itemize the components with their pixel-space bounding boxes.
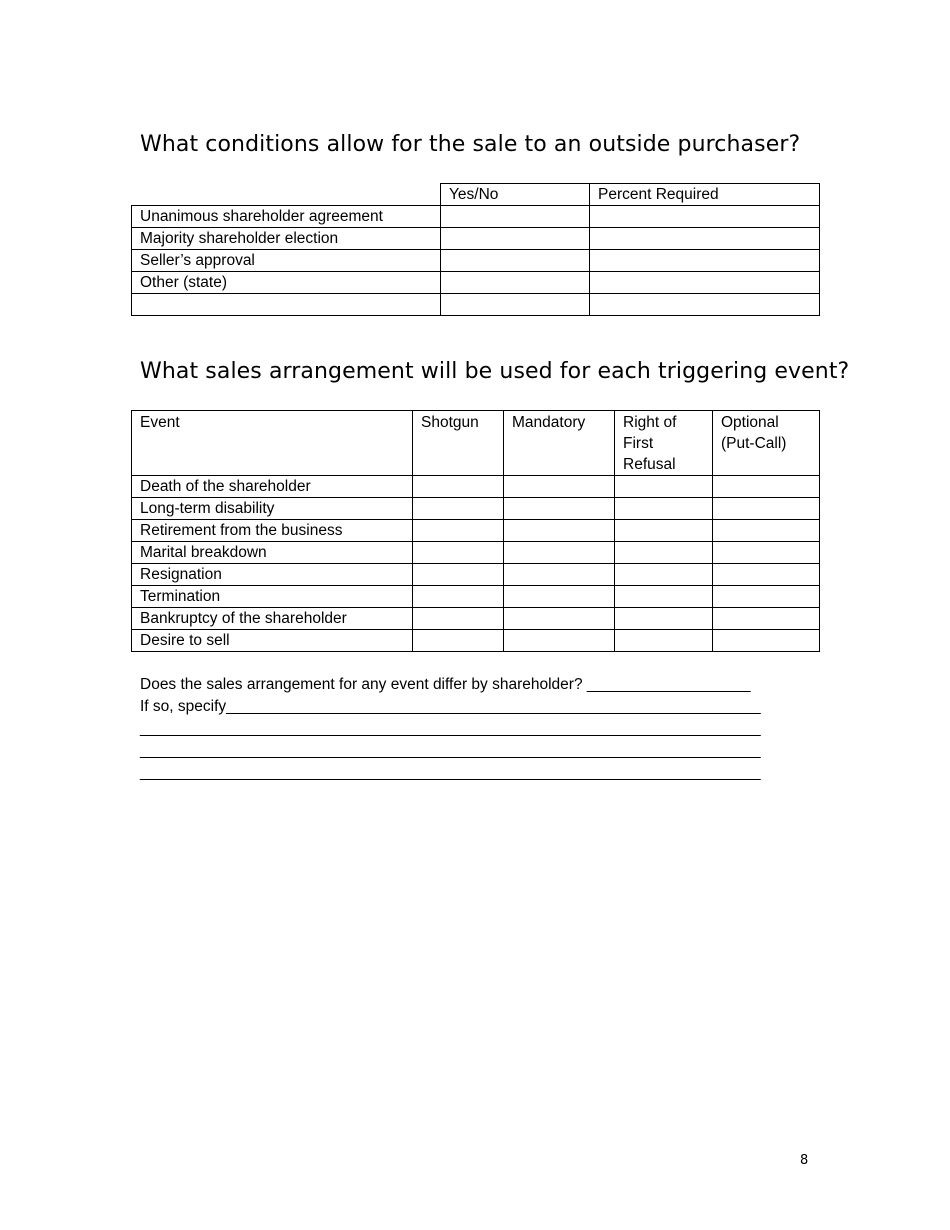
- right-of-first-refusal-cell[interactable]: [615, 520, 713, 542]
- yes-no-cell[interactable]: [441, 272, 590, 294]
- right-of-first-refusal-cell[interactable]: [615, 586, 713, 608]
- optional-put-call-cell[interactable]: [713, 586, 820, 608]
- table-row: [132, 476, 820, 498]
- table-row: [132, 608, 820, 630]
- percent-required-cell[interactable]: [590, 206, 820, 228]
- event-label: Long-term disability: [132, 498, 413, 520]
- right-of-first-refusal-cell[interactable]: [615, 542, 713, 564]
- event-label: Bankruptcy of the shareholder: [132, 608, 413, 630]
- yes-no-cell[interactable]: [441, 294, 590, 316]
- column-header-percent-required: Percent Required: [590, 184, 820, 206]
- event-label: Termination: [132, 586, 413, 608]
- table-row: [132, 630, 820, 652]
- section-title-sales-arrangement: What sales arrangement will be used for each triggering event?: [140, 359, 850, 384]
- mandatory-cell[interactable]: [504, 542, 615, 564]
- shotgun-cell[interactable]: [413, 498, 504, 520]
- shotgun-cell[interactable]: [413, 520, 504, 542]
- mandatory-cell[interactable]: [504, 608, 615, 630]
- shotgun-cell[interactable]: [413, 476, 504, 498]
- shotgun-cell[interactable]: [413, 542, 504, 564]
- mandatory-cell[interactable]: [504, 520, 615, 542]
- optional-put-call-cell[interactable]: [713, 542, 820, 564]
- optional-put-call-cell[interactable]: [713, 608, 820, 630]
- column-header-shotgun: Shotgun: [413, 411, 504, 476]
- section-title-outside-sale: What conditions allow for the sale to an outside purchaser?: [140, 132, 801, 157]
- optional-put-call-cell[interactable]: [713, 498, 820, 520]
- sales-arrangement-table: [131, 410, 820, 652]
- right-of-first-refusal-cell[interactable]: [615, 476, 713, 498]
- percent-required-cell[interactable]: [590, 250, 820, 272]
- mandatory-cell[interactable]: [504, 564, 615, 586]
- right-of-first-refusal-cell[interactable]: [615, 608, 713, 630]
- table-header-row: [132, 184, 820, 206]
- percent-required-cell[interactable]: [590, 294, 820, 316]
- table-row: [132, 542, 820, 564]
- percent-required-cell[interactable]: [590, 228, 820, 250]
- condition-label: Unanimous shareholder agreement: [132, 206, 441, 228]
- table-row: [132, 228, 820, 250]
- right-of-first-refusal-cell[interactable]: [615, 630, 713, 652]
- mandatory-cell[interactable]: [504, 476, 615, 498]
- shotgun-cell[interactable]: [413, 608, 504, 630]
- event-label: Desire to sell: [132, 630, 413, 652]
- answer-blank-line[interactable]: ________________________________________________________________________: [140, 720, 761, 737]
- table-row: [132, 564, 820, 586]
- table-row: [132, 250, 820, 272]
- shotgun-cell[interactable]: [413, 630, 504, 652]
- column-header-right-of-first-refusal: Right of First Refusal: [615, 411, 713, 476]
- table-row: [132, 294, 820, 316]
- differ-by-shareholder-question[interactable]: Does the sales arrangement for any event differ by shareholder? ___________________: [140, 676, 751, 693]
- condition-label-blank[interactable]: [132, 294, 441, 316]
- column-header-optional-put-call: Optional (Put-Call): [713, 411, 820, 476]
- table-row: [132, 520, 820, 542]
- mandatory-cell[interactable]: [504, 498, 615, 520]
- blank-header-cell: [132, 184, 441, 206]
- right-of-first-refusal-cell[interactable]: [615, 564, 713, 586]
- event-label: Resignation: [132, 564, 413, 586]
- table-row: [132, 586, 820, 608]
- column-header-event: Event: [132, 411, 413, 476]
- right-of-first-refusal-cell[interactable]: [615, 498, 713, 520]
- condition-label: Majority shareholder election: [132, 228, 441, 250]
- optional-put-call-cell[interactable]: [713, 564, 820, 586]
- condition-label: Seller’s approval: [132, 250, 441, 272]
- optional-put-call-cell[interactable]: [713, 476, 820, 498]
- table-row: [132, 498, 820, 520]
- event-label: Retirement from the business: [132, 520, 413, 542]
- answer-blank-line[interactable]: ________________________________________________________________________: [140, 764, 761, 781]
- outside-sale-conditions-table: [131, 183, 820, 316]
- mandatory-cell[interactable]: [504, 586, 615, 608]
- table-row: [132, 206, 820, 228]
- column-header-mandatory: Mandatory: [504, 411, 615, 476]
- shotgun-cell[interactable]: [413, 564, 504, 586]
- table-header-row: [132, 411, 820, 476]
- mandatory-cell[interactable]: [504, 630, 615, 652]
- shotgun-cell[interactable]: [413, 586, 504, 608]
- answer-blank-line[interactable]: ________________________________________________________________________: [140, 742, 761, 759]
- specify-field[interactable]: If so, specify______________________________________________________________: [140, 698, 761, 715]
- event-label: Marital breakdown: [132, 542, 413, 564]
- table-row: [132, 272, 820, 294]
- column-header-yes-no: Yes/No: [441, 184, 590, 206]
- condition-label: Other (state): [132, 272, 441, 294]
- event-label: Death of the shareholder: [132, 476, 413, 498]
- optional-put-call-cell[interactable]: [713, 630, 820, 652]
- percent-required-cell[interactable]: [590, 272, 820, 294]
- yes-no-cell[interactable]: [441, 206, 590, 228]
- optional-put-call-cell[interactable]: [713, 520, 820, 542]
- yes-no-cell[interactable]: [441, 228, 590, 250]
- page-number: 8: [800, 1153, 809, 1168]
- yes-no-cell[interactable]: [441, 250, 590, 272]
